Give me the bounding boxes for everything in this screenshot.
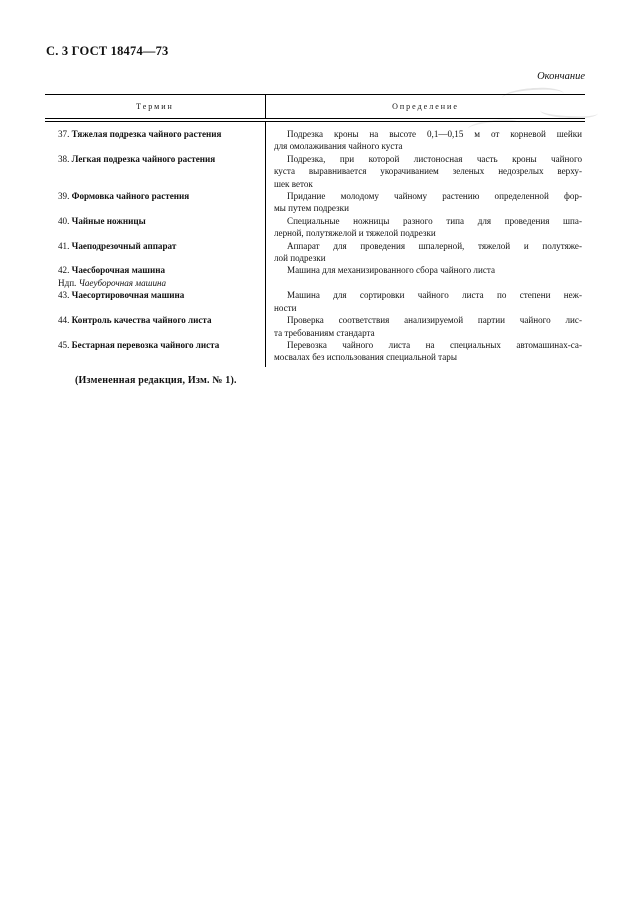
term-text: Тяжелая подрезка чайного растения xyxy=(71,129,222,139)
term-number: 37. xyxy=(58,129,70,139)
term-text: Чаеподрезочный аппарат xyxy=(71,240,177,251)
term xyxy=(58,215,261,227)
table-row xyxy=(45,190,585,215)
term-number: 42. xyxy=(58,265,70,276)
definition-line: лерной, полутяжелой и тяжелой подрезки xyxy=(274,228,436,239)
column-header-definition: Определение xyxy=(392,102,459,111)
column-header-term: Термин xyxy=(45,95,266,118)
definition-line: Аппарат для проведения шпалерной, тяжелой и полутяже- xyxy=(287,240,582,251)
term xyxy=(58,289,261,301)
table-row xyxy=(45,289,585,314)
term-ndp xyxy=(58,277,261,289)
continuation-label: Окончание xyxy=(537,71,585,82)
term-number: 44. xyxy=(58,315,70,326)
definition-line: Перевозка чайного листа на специальных автомашинах-са- xyxy=(287,339,582,350)
definition-line: лой подрезки xyxy=(274,253,326,264)
term-cell xyxy=(45,314,266,339)
table-row xyxy=(45,314,585,339)
term-number: 41. xyxy=(58,240,70,251)
table-row xyxy=(45,339,585,367)
amendment-note: (Измененная редакция, Изм. № 1). xyxy=(75,375,237,386)
term-text: Чайные ножницы xyxy=(71,215,146,226)
term-cell xyxy=(45,264,266,289)
term xyxy=(58,240,261,252)
table-row xyxy=(45,264,585,289)
definition-line: Придание молодому чайному растению определенной фор- xyxy=(287,191,582,202)
definition-cell xyxy=(266,339,585,367)
table-row xyxy=(45,215,585,240)
term-cell xyxy=(45,339,266,367)
table-row xyxy=(45,153,585,190)
definition-line: Проверка соответствия анализируемой партии чайного лис- xyxy=(287,315,582,326)
definition-line: для омолаживания чайного куста xyxy=(274,141,403,152)
term-text: Контроль качества чайного листа xyxy=(71,315,212,326)
term-number: 39. xyxy=(58,191,70,202)
term xyxy=(58,190,261,202)
definition-line: Машина для механизированного сбора чайного листа xyxy=(287,265,495,276)
definition-cell xyxy=(266,314,585,339)
table-header-row xyxy=(45,95,585,122)
term xyxy=(58,153,261,165)
definition-line: та требованиям стандарта xyxy=(274,327,375,338)
ndp-term: Чаеуборочная машина xyxy=(78,277,167,288)
definition-cell xyxy=(266,122,585,153)
definition-cell xyxy=(266,264,585,289)
term xyxy=(58,264,261,276)
definition-line: мосвалах без использования специальной тары xyxy=(274,352,457,363)
definition-line: Подрезка кроны на высоте 0,1—0,15 м от корневой шейки xyxy=(287,129,582,139)
definition-line: Специальные ножницы разного типа для проведения шпа- xyxy=(287,215,582,226)
definition-line: Подрезка, при которой листоносная часть кроны чайного xyxy=(287,153,582,164)
term-text: Формовка чайного растения xyxy=(71,191,190,202)
term-cell xyxy=(45,215,266,240)
term-number: 40. xyxy=(58,215,70,226)
term-text: Чаесортировочная машина xyxy=(71,290,185,301)
term-cell xyxy=(45,153,266,190)
term-number: 38. xyxy=(58,153,70,164)
term-number: 45. xyxy=(58,339,70,350)
term xyxy=(58,314,261,326)
definition-cell xyxy=(266,190,585,215)
term-text: Бестарная перевозка чайного листа xyxy=(71,339,220,350)
definition-cell xyxy=(266,240,585,265)
term-text: Легкая подрезка чайного растения xyxy=(71,153,216,164)
table-row xyxy=(45,122,585,153)
term-cell xyxy=(45,122,266,153)
term-cell xyxy=(45,190,266,215)
definition-line: куста выравнивается укорачиванием зеленых недозрелых верху- xyxy=(274,166,582,177)
table-body xyxy=(45,122,585,367)
ndp-label: Ндп. xyxy=(58,277,77,288)
definition-line: ности xyxy=(274,302,297,313)
definition-line: мы путем подрезки xyxy=(274,203,349,214)
term xyxy=(58,128,261,140)
definition-line: Машина для сортировки чайного листа по степени неж- xyxy=(287,290,582,301)
term xyxy=(58,339,261,351)
definition-cell xyxy=(266,153,585,190)
definition-cell xyxy=(266,289,585,314)
definition-cell xyxy=(266,215,585,240)
table-row xyxy=(45,240,585,265)
terms-table xyxy=(45,94,585,367)
term-cell xyxy=(45,240,266,265)
definition-line: шек веток xyxy=(274,178,313,189)
term-cell xyxy=(45,289,266,314)
term-number: 43. xyxy=(58,290,70,301)
page-title: С. 3 ГОСТ 18474—73 xyxy=(46,44,169,58)
term-text: Чаесборочная машина xyxy=(71,265,166,276)
